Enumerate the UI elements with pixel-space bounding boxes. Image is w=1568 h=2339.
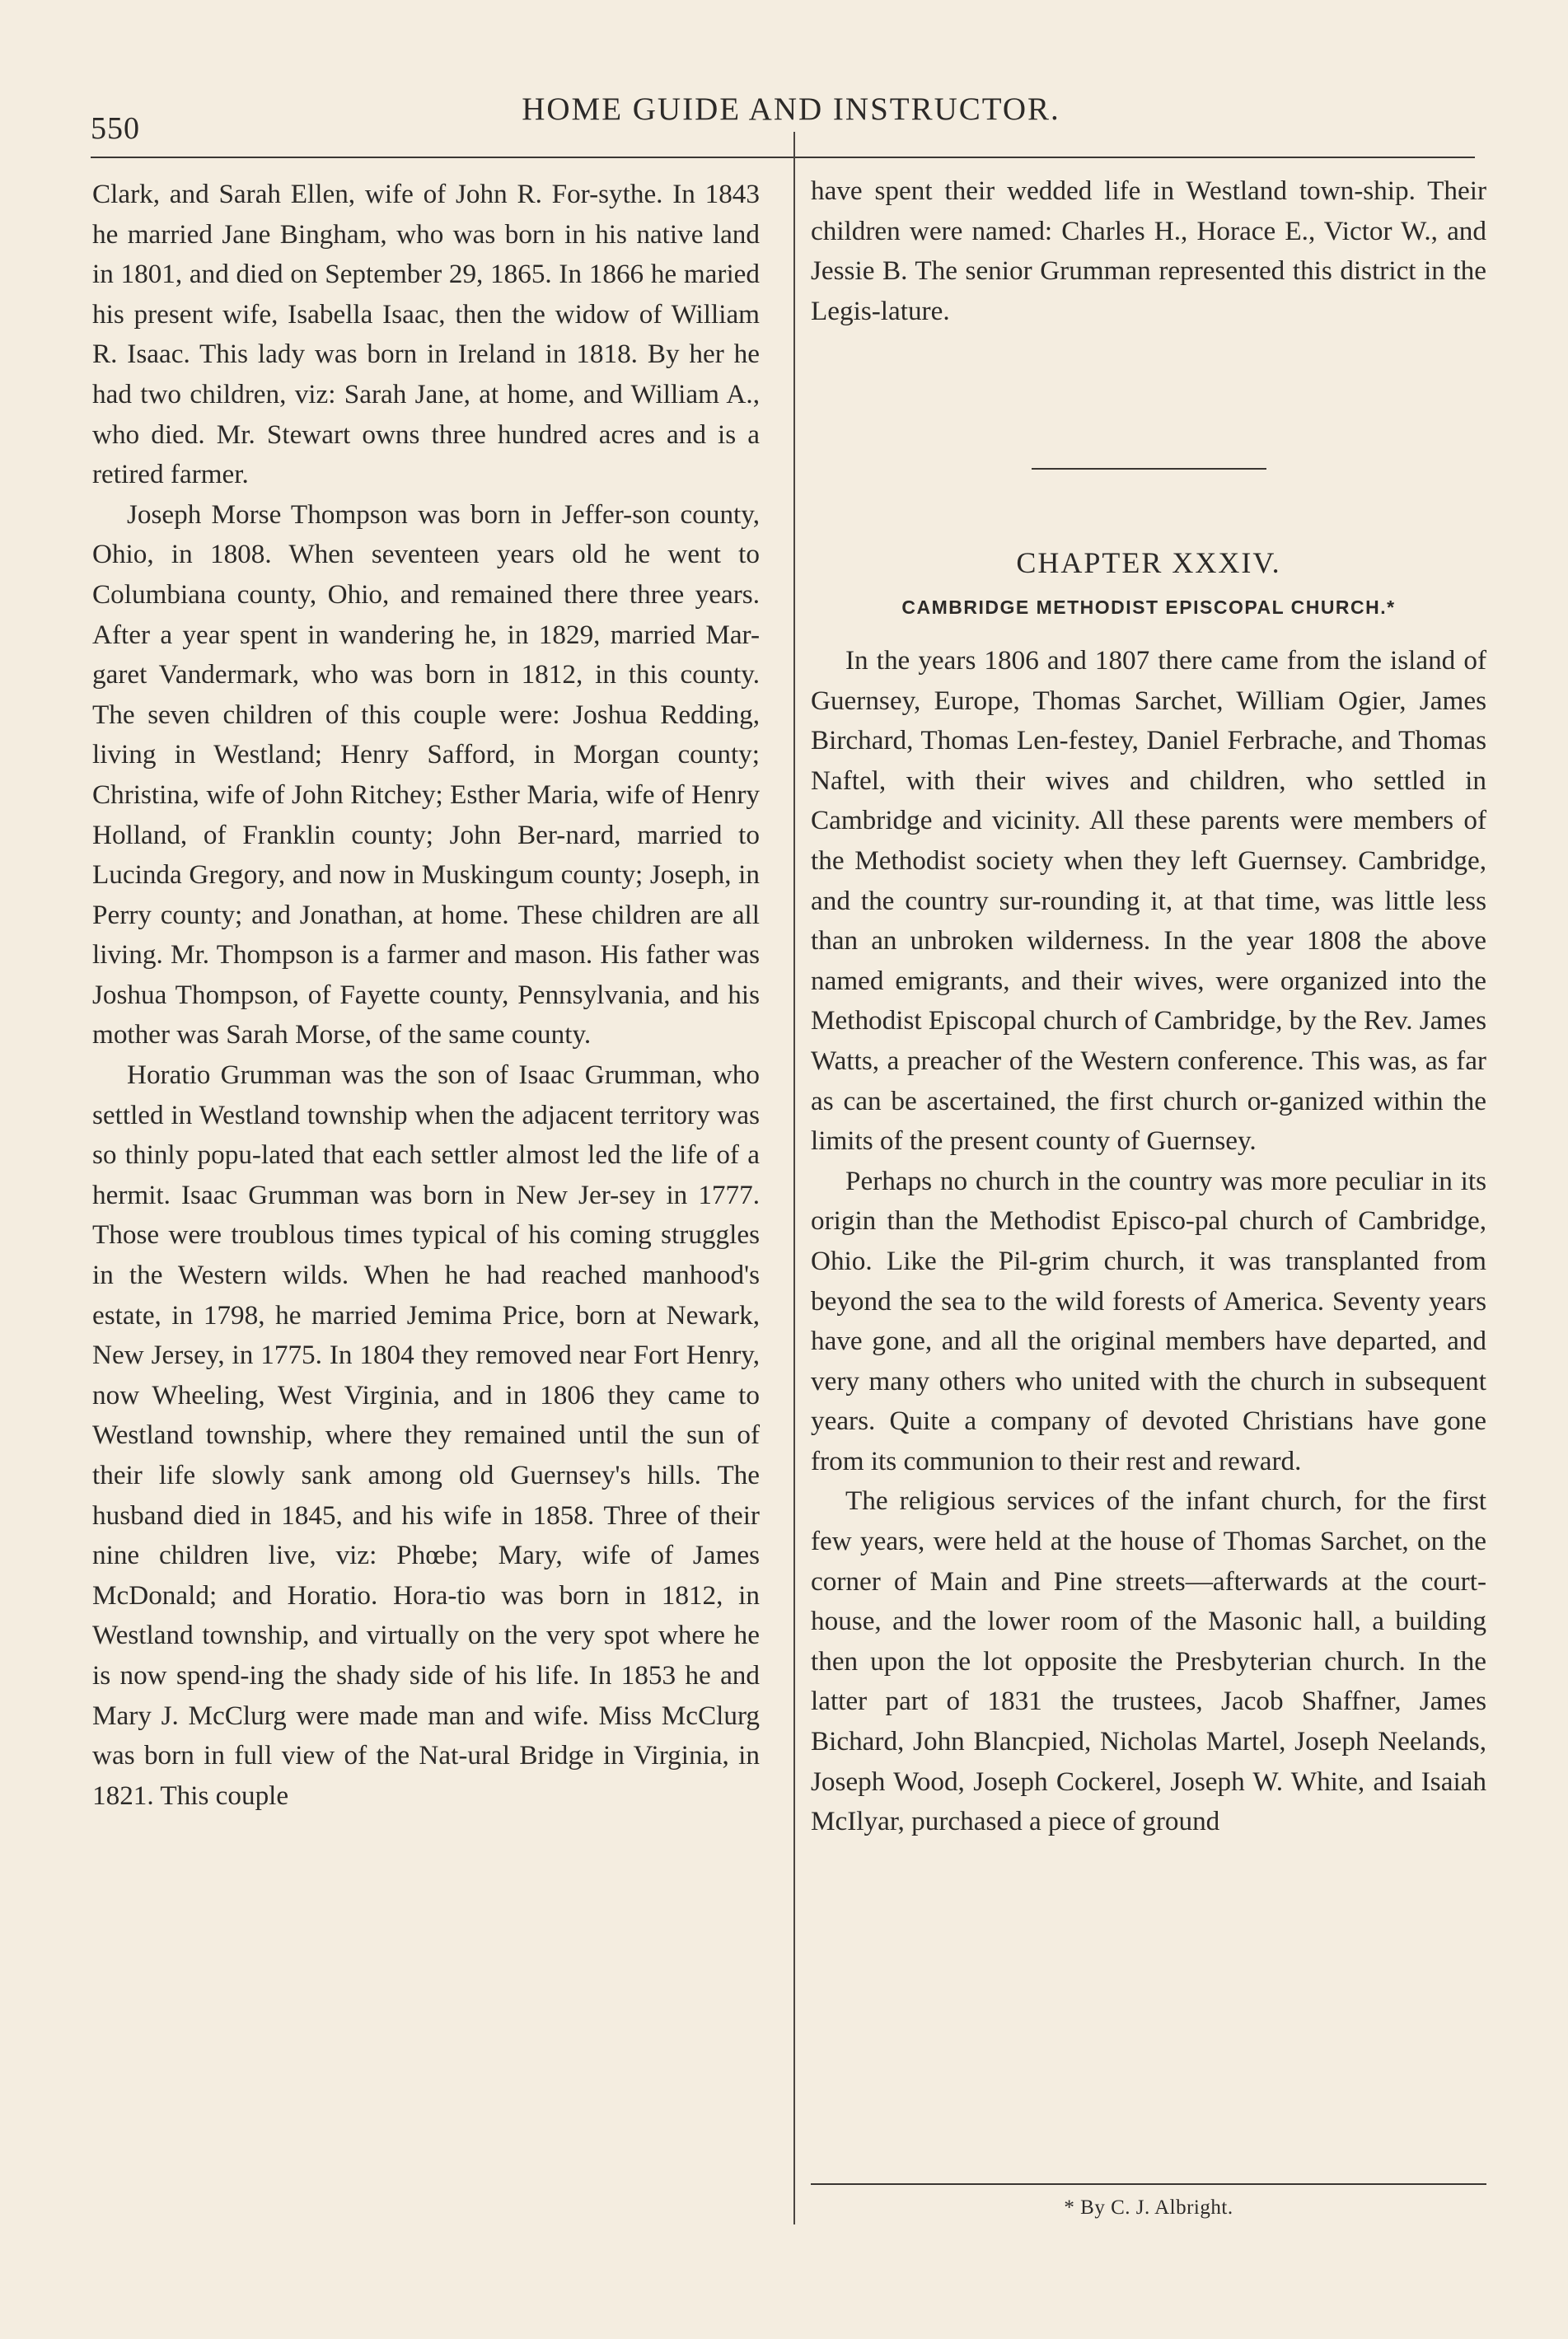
running-head: HOME GUIDE AND INSTRUCTOR. (522, 91, 1060, 127)
page-number: 550 (91, 111, 140, 146)
right-column-top (811, 171, 1486, 331)
paragraph-religious-services: The religious services of the infant church, for the first few years, were held at the house of Thomas Sarchet, on the corner of Main and Pine streets—afterwards at the court-house, and the lower room of the Masonic hall, a building then upon the lot opposite the Presbyterian church. In the latter part of 1831 the trustees, Jacob Shaffner, James Bichard, John Blancpied, Nicholas Martel, Joseph Neelands, Joseph Wood, Joseph Cockerel, Joseph W. White, and Isaiah McIlyar, purchased a piece of ground (811, 1485, 1486, 1837)
header-rule (91, 157, 1475, 158)
section-divider (1032, 468, 1266, 470)
left-column (92, 175, 760, 1816)
paragraph-horatio-grumman: Horatio Grumman was the son of Isaac Grumman, who settled in Westland township when the adjacent territory was so thinly popu-lated that each settler almost led the life of a hermit. Isaac Grumman was born in New Jer-sey in 1777. Those were troublous times typical of his coming struggles in the Western wilds. When he had reached manhood's estate, in 1798, he married Jemima Price, born at Newark, New Jersey, in 1775. In 1804 they removed near Fort Henry, now Wheeling, West Virginia, and in 1806 they came to Westland township, where they remained until the sun of their life slowly sank among old Guernsey's hills. The husband died in 1845, and his wife in 1858. Three of their nine children live, viz: Phœbe; Mary, wife of James McDonald; and Horatio. Hora-tio was born in 1812, in Westland township, and virtually on the very spot where he is now spend-ing the shady side of his life. In 1853 he and Mary J. McClurg were made man and wife. Miss McClurg was born in full view of the Nat-ural Bridge in Virginia, in 1821. This couple (92, 1060, 760, 1811)
chapter-subtitle: CAMBRIDGE METHODIST EPISCOPAL CHURCH.* (901, 596, 1396, 618)
chapter-title: CHAPTER XXXIV. (1016, 546, 1281, 579)
column-divider (793, 132, 795, 2224)
right-column-body (811, 641, 1486, 1842)
paragraph-grumman-continued: have spent their wedded life in Westland town-ship. Their children were named: Charles H., Horace E., Victor W., and Jessie B. The senior Grumman represented this district in the Legis-lature. (811, 175, 1486, 326)
paragraph-joseph-morse-thompson: Joseph Morse Thompson was born in Jeffer-son county, Ohio, in 1808. When seventeen years old he went to Columbiana county, Ohio, and remained there three years. After a year spent in wandering he, in 1829, married Mar-garet Vandermark, who was born in 1812, in this county. The seven children of this couple were: Joshua Redding, living in Westland; Henry Safford, in Morgan county; Christina, wife of John Ritchey; Esther Maria, wife of Henry Holland, of Franklin county; John Ber-nard, married to Lucinda Gregory, and now in Muskingum county; Joseph, in Perry county; and Jonathan, at home. These children are all living. Mr. Thompson is a farmer and mason. His father was Joshua Thompson, of Fayette county, Pennsylvania, and his mother was Sarah Morse, of the same county. (92, 498, 760, 1050)
paragraph-stewart-continued: Clark, and Sarah Ellen, wife of John R. For-sythe. In 1843 he married Jane Bingham, who was born in his native land in 1801, and died on September 29, 1865. In 1866 he maried his present wife, Isabella Isaac, then the widow of William R. Isaac. This lady was born in Ireland in 1818. By her he had two children, viz: Sarah Jane, at home, and William A., who died. Mr. Stewart owns three hundred acres and is a retired farmer. (92, 179, 760, 490)
paragraph-guernsey-settlers: In the years 1806 and 1807 there came from the island of Guernsey, Europe, Thomas Sarchet, William Ogier, James Birchard, Thomas Len-festey, Daniel Ferbrache, and Thomas Naftel, with their wives and children, who settled in Cambridge and vicinity. All these parents were members of the Methodist society when they left Guernsey. Cambridge, and the country sur-rounding it, at that time, was little less than an unbroken wilderness. In the year 1808 the above named emigrants, and their wives, were organized into the Methodist Episcopal church of Cambridge, by the Rev. James Watts, a preacher of the Western conference. This was, as far as can be ascertained, the first church or-ganized within the limits of the present county of Guernsey. (811, 645, 1486, 1157)
paragraph-church-origin: Perhaps no church in the country was more peculiar in its origin than the Methodist Episco-pal church of Cambridge, Ohio. Like the Pil-grim church, it was transplanted from beyond the sea to the wild forests of America. Seventy years have gone, and all the original members have departed, and very many others who united with the church in subsequent years. Quite a company of devoted Christians have gone from its communion to their rest and reward. (811, 1165, 1486, 1476)
footnote-rule (811, 2183, 1486, 2185)
footnote: * By C. J. Albright. (1064, 2196, 1233, 2219)
